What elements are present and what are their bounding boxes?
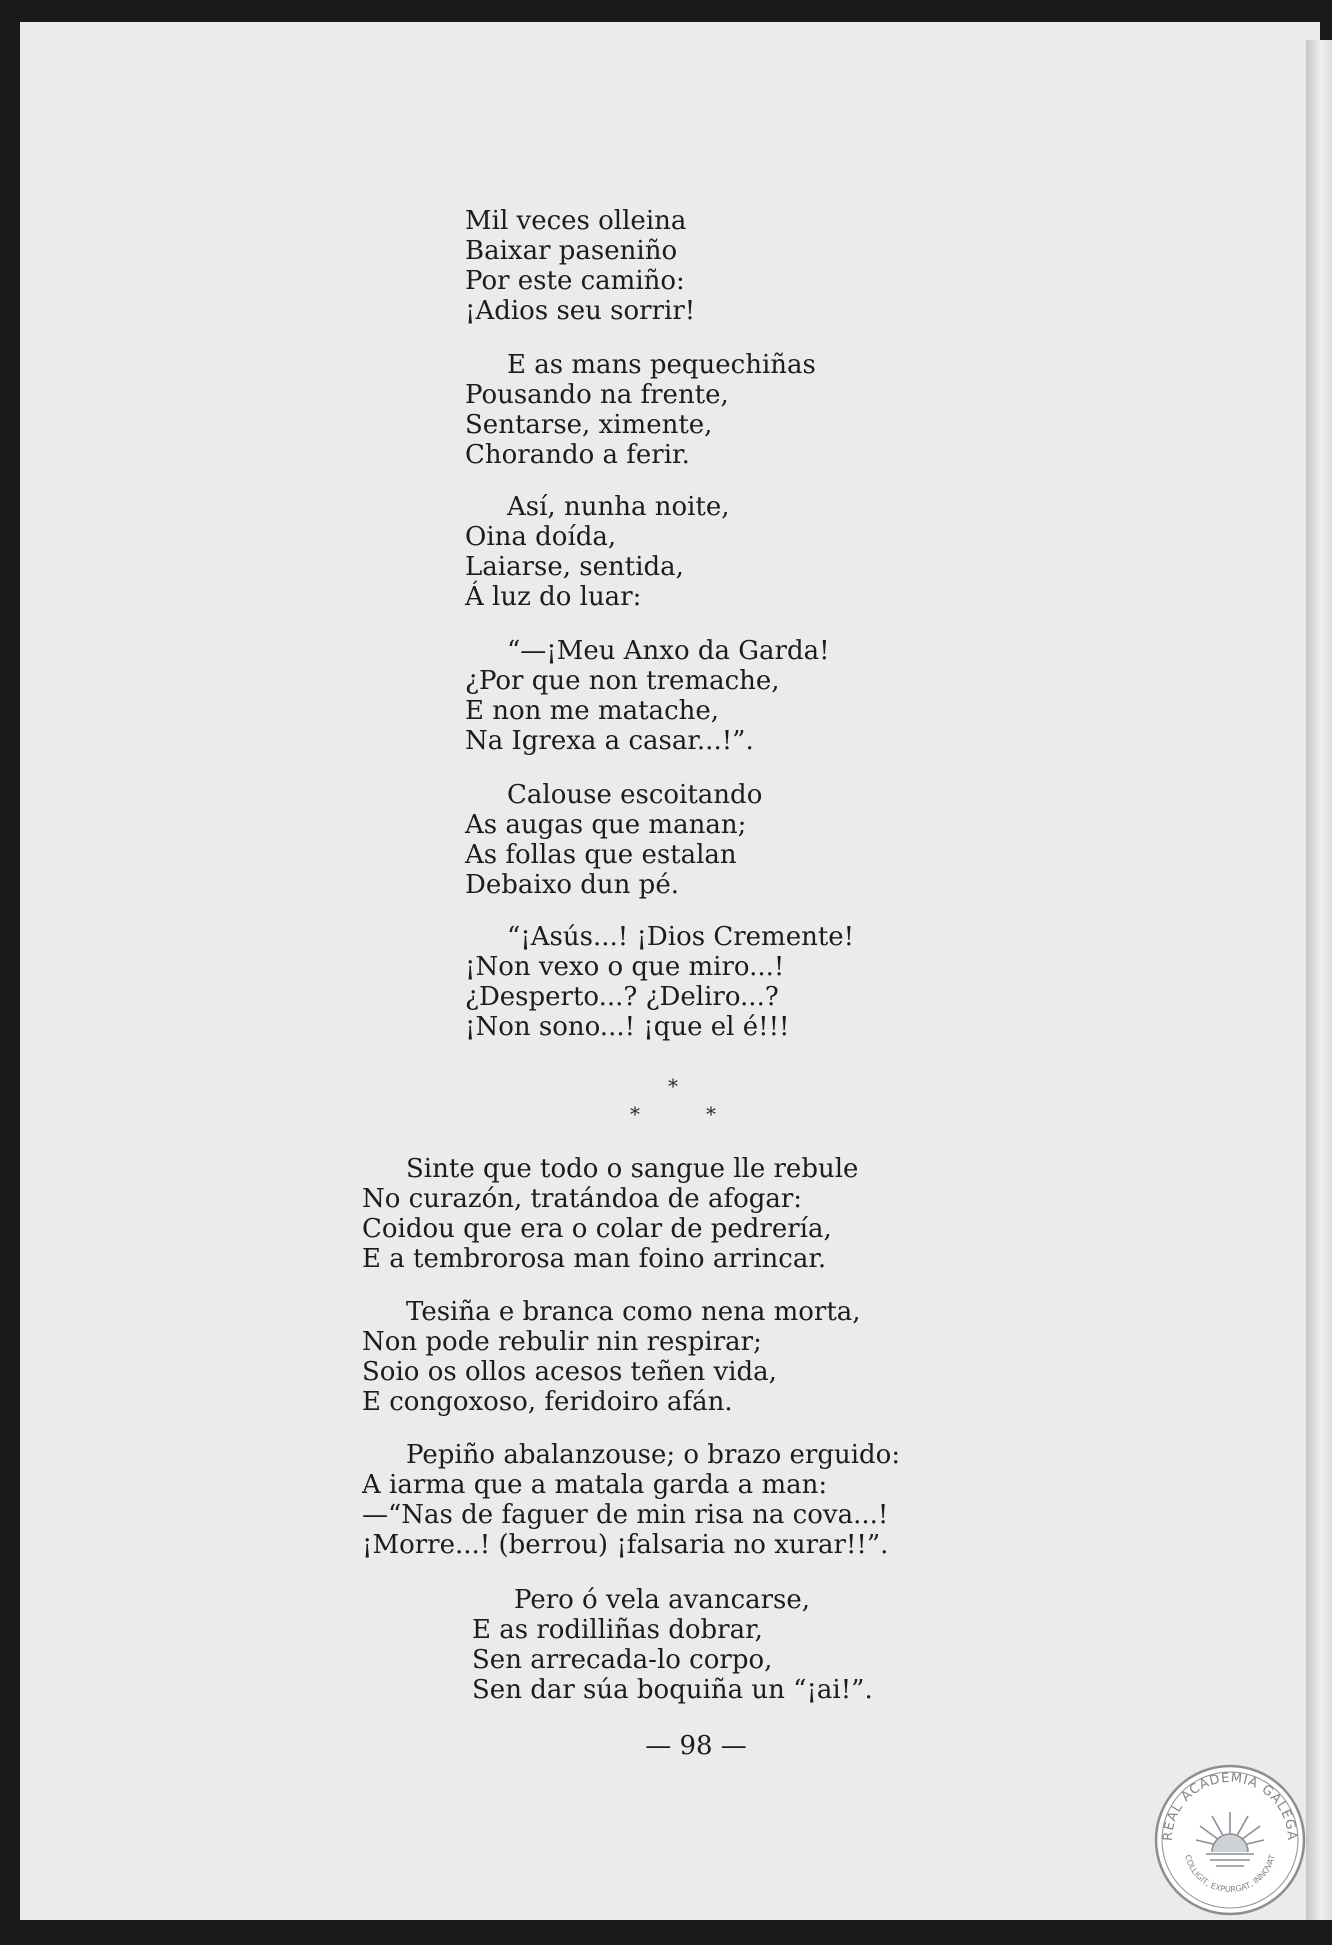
verse-line: Non pode rebulir nin respirar; <box>362 1327 762 1357</box>
verse-line: Pousando na frente, <box>465 380 729 410</box>
verse-line: Debaixo dun pé. <box>465 870 679 900</box>
verse-line: Á luz do luar: <box>465 582 642 612</box>
verse-line: ¡Non vexo o que miro...! <box>465 952 785 982</box>
verse-line: Sen arrecada-lo corpo, <box>472 1645 773 1675</box>
seal-inner-text: COLLIGIT, EXPURGAT, INNOVAT <box>1183 1853 1277 1895</box>
section-separator-star: * <box>668 1074 678 1098</box>
verse-line: A iarma que a matala garda a man: <box>362 1470 828 1500</box>
verse-line: Pero ó vela avancarse, <box>514 1585 811 1615</box>
stanza-4 <box>465 636 830 756</box>
stanza-1 <box>465 206 695 326</box>
stanza-3 <box>465 492 730 612</box>
verse-line: Coidou que era o colar de pedrería, <box>362 1214 832 1244</box>
verse-line: E non me matache, <box>465 696 720 726</box>
stanza-9 <box>362 1440 900 1560</box>
verse-line: No curazón, tratándoa de afogar: <box>362 1184 803 1214</box>
verse-line: —“Nas de faguer de min risa na cova...! <box>362 1500 889 1530</box>
verse-line: E a tembrorosa man foino arrincar. <box>362 1244 827 1274</box>
verse-line: Oina doída, <box>465 522 617 552</box>
page-number: — 98 — <box>645 1731 747 1761</box>
verse-line: Pepiño abalanzouse; o brazo erguido: <box>406 1440 901 1470</box>
verse-line: Soio os ollos acesos teñen vida, <box>362 1357 777 1387</box>
stanza-7 <box>362 1154 858 1274</box>
verse-line: Sinte que todo o sangue lle rebule <box>406 1154 859 1184</box>
verse-line: As follas que estalan <box>465 840 737 870</box>
verse-line: Calouse escoitando <box>507 780 763 810</box>
verse-line: Sen dar súa boquiña un “¡ai!”. <box>472 1675 873 1705</box>
academy-seal-stamp <box>1150 1760 1310 1920</box>
stanza-2 <box>465 350 816 470</box>
verse-line: Sentarse, ximente, <box>465 410 713 440</box>
verse-line: As augas que manan; <box>465 810 747 840</box>
verse-line: Así, nunha noite, <box>507 492 730 522</box>
verse-line: Por este camiño: <box>465 266 685 296</box>
verse-line: Tesiña e branca como nena morta, <box>406 1297 861 1327</box>
stanza-10 <box>472 1585 873 1705</box>
stanza-6 <box>465 922 854 1042</box>
seal-outer-text: REAL ACADEMIA GALEGA <box>1160 1770 1300 1842</box>
verse-line: Mil veces olleina <box>465 206 687 236</box>
stanza-5 <box>465 780 762 900</box>
verse-line: ¡Non sono...! ¡que el é!!! <box>465 1012 790 1042</box>
verse-line: ¿Por que non tremache, <box>465 666 780 696</box>
verse-line: “—¡Meu Anxo da Garda! <box>507 636 830 666</box>
verse-line: E as rodilliñas dobrar, <box>472 1615 763 1645</box>
verse-line: ¿Desperto...? ¿Deliro...? <box>465 982 779 1012</box>
verse-line: ¡Morre...! (berrou) ¡falsaria no xurar!!”. <box>362 1530 889 1560</box>
verse-line: Na Igrexa a casar...!”. <box>465 726 754 756</box>
section-separator-star: * <box>630 1102 640 1126</box>
verse-line: ¡Adios seu sorrir! <box>465 296 696 326</box>
verse-line: Chorando a ferir. <box>465 440 690 470</box>
page-number-container <box>0 1731 1332 1761</box>
book-spine-edge <box>1306 40 1332 1920</box>
verse-line: Laiarse, sentida, <box>465 552 684 582</box>
verse-line: E as mans pequechiñas <box>507 350 816 380</box>
section-separator-star: * <box>706 1102 716 1126</box>
verse-line: “¡Asús...! ¡Dios Cremente! <box>507 922 855 952</box>
verse-line: E congoxoso, feridoiro afán. <box>362 1387 733 1417</box>
verse-line: Baixar paseniño <box>465 236 678 266</box>
stanza-8 <box>362 1297 861 1417</box>
